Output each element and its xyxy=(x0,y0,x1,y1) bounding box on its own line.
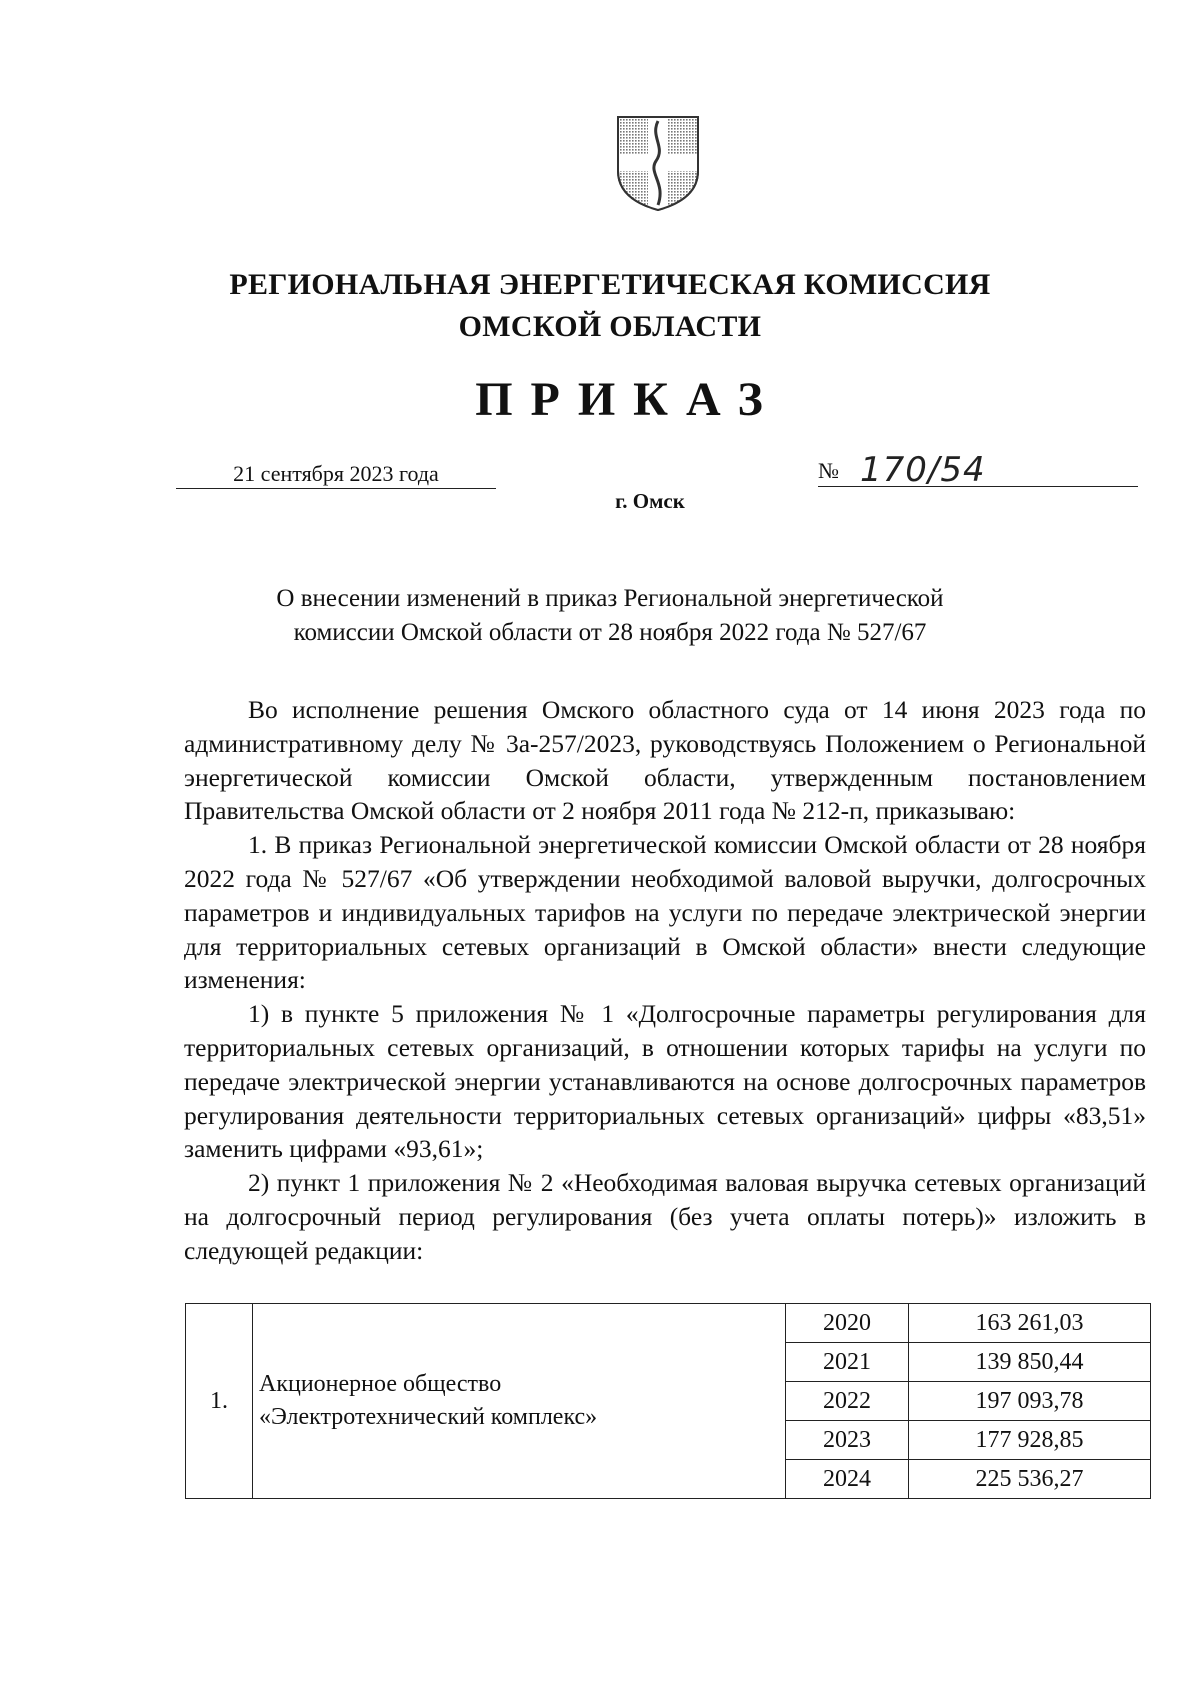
document-number-block xyxy=(818,450,1138,490)
paragraph-subitem-2: 2) пункт 1 приложения № 2 «Необходимая валовая выручка сетевых организаций на долгосрочный период регулирования (без учета оплаты потерь)» изложить в следующей редакции: xyxy=(184,1168,1146,1265)
value-cell: 225 536,27 xyxy=(909,1460,1151,1499)
revenue-table xyxy=(185,1303,1151,1499)
year-cell: 2020 xyxy=(786,1304,909,1343)
value-cell: 163 261,03 xyxy=(909,1304,1151,1343)
year-cell: 2022 xyxy=(786,1382,909,1421)
document-number-handwritten: 170/54 xyxy=(860,450,986,490)
organization-name-line2: ОМСКОЙ ОБЛАСТИ xyxy=(458,310,762,343)
value-cell: 197 093,78 xyxy=(909,1382,1151,1421)
organization-cell xyxy=(253,1304,786,1499)
year-cell: 2021 xyxy=(786,1343,909,1382)
organization-name-line1: РЕГИОНАЛЬНАЯ ЭНЕРГЕТИЧЕСКАЯ КОМИССИЯ xyxy=(229,268,991,301)
paragraph-item-1: 1. В приказ Региональной энергетической комиссии Омской области от 28 ноября 2022 года № 527/67 «Об утверждении необходимой валовой выручки, долгосрочных параметров и индивидуальных тарифов на услуги по передаче электрической энергии для территориальных сетевых организаций в Омской области» внести следующие изменения: xyxy=(184,830,1146,995)
city-label: г. Омск xyxy=(615,489,685,513)
number-sign: № xyxy=(818,458,839,483)
organization-cell-line1: Акционерное общество xyxy=(259,1371,502,1397)
coat-of-arms-icon xyxy=(614,113,702,213)
organization-cell-line2: «Электротехнический комплекс» xyxy=(259,1404,598,1430)
body-text xyxy=(184,693,1146,1268)
value-cell: 177 928,85 xyxy=(909,1421,1151,1460)
subject-line2: комиссии Омской области от 28 ноября 2022 года № 527/67 xyxy=(293,619,927,646)
subject-line1: О внесении изменений в приказ Региональной энергетической xyxy=(276,585,944,612)
value-cell: 139 850,44 xyxy=(909,1343,1151,1382)
table-row xyxy=(186,1304,1151,1343)
paragraph-preamble: Во исполнение решения Омского областного суда от 14 июня 2023 года по административному делу № 3а-257/2023, руководствуясь Положением о Региональной энергетической комиссии Омской области, утвержденным постановлением Правительства Омской области от 2 ноября 2011 года № 212-п, приказываю: xyxy=(184,695,1146,826)
document-type-title: ПРИКАЗ xyxy=(475,373,781,426)
year-cell: 2023 xyxy=(786,1421,909,1460)
paragraph-subitem-1: 1) в пункте 5 приложения № 1 «Долгосрочные параметры регулирования для территориальных сетевых организаций, в отношении которых тарифы на услуги по передаче электрической энергии устанавливаются на основе долгосрочных параметров регулирования деятельности территориальных сетевых организаций» цифры «83,51» заменить цифрами «93,61»; xyxy=(184,999,1146,1164)
year-cell: 2024 xyxy=(786,1460,909,1499)
row-number-cell: 1. xyxy=(186,1304,253,1499)
document-date: 21 сентября 2023 года xyxy=(176,461,496,489)
